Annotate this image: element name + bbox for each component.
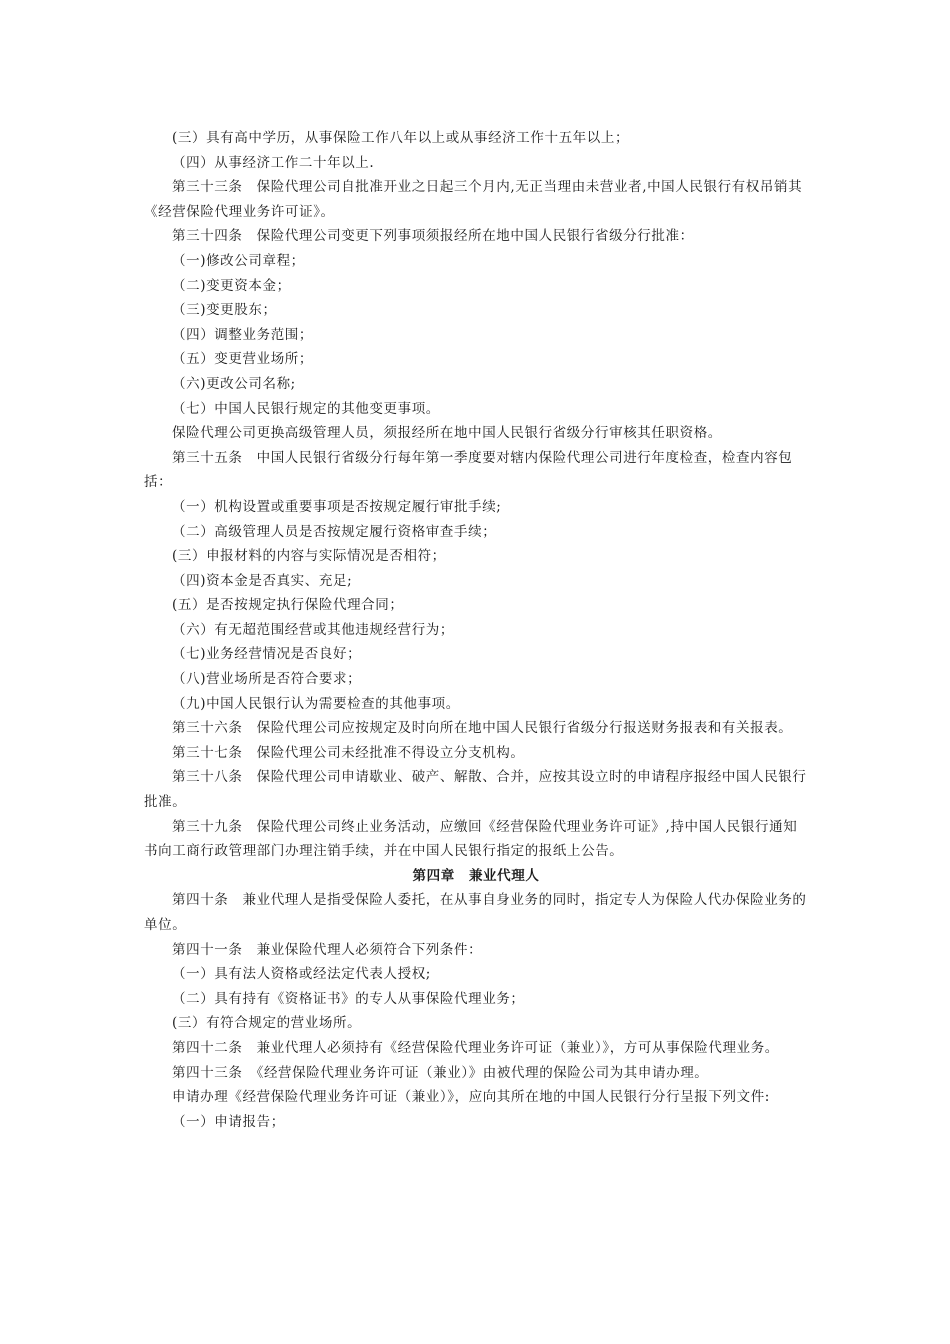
list-item: （四）调整业务范围； [172, 326, 313, 343]
paragraph: 第四十二条 兼业代理人必须持有《经营保险代理业务许可证（兼业）》，方可从事保险代理业务。 [172, 1039, 779, 1056]
list-item: （一）具有法人资格或经法定代表人授权; [172, 966, 431, 983]
paragraph: 第三十五条 中国人民银行省级分行每年第一季度要对辖内保险代理公司进行年度检查，检查内容包括： [144, 449, 793, 491]
paragraph: 第三十八条 保险代理公司申请歇业、破产、解散、合并，应按其设立时的申请程序报经中国人民银行批准。 [144, 769, 807, 811]
list-item: （六)更改公司名称; [172, 375, 296, 392]
paragraph: 申请办理《经营保险代理业务许可证（兼业）》，应向其所在地的中国人民银行分行呈报下列文件: [172, 1089, 770, 1106]
list-item: （八)营业场所是否符合要求； [172, 671, 362, 688]
paragraph: 保险代理公司更换高级管理人员，须报经所在地中国人民银行省级分行审核其任职资格。 [172, 425, 722, 442]
list-item: （二)变更资本金； [172, 277, 291, 294]
paragraph: 第三十六条 保险代理公司应按规定及时向所在地中国人民银行省级分行报送财务报表和有关报表。 [172, 720, 793, 737]
paragraph: 第三十九条 保险代理公司终止业务活动，应缴回《经营保险代理业务许可证》,持中国人民银行通知书向工商行政管理部门办理注销手续，并在中国人民银行指定的报纸上公告。 [144, 818, 798, 860]
list-item: （二）高级管理人员是否按规定履行资格审查手续； [172, 523, 497, 540]
document-page [144, 126, 808, 1134]
list-item: （六）有无超范围经营或其他违规经营行为； [172, 621, 454, 638]
list-item: (五）是否按规定执行保险代理合同； [172, 597, 404, 614]
list-item: (三）申报材料的内容与实际情况是否相符； [172, 548, 446, 565]
list-item: （四)资本金是否真实、充足; [172, 572, 353, 589]
list-item: （一)修改公司章程； [172, 252, 305, 269]
list-item: （二）具有持有《资格证书》的专人从事保险代理业务； [172, 990, 525, 1007]
list-item: （五）变更营业场所； [172, 351, 313, 368]
paragraph: 第四十条 兼业代理人是指受保险人委托，在从事自身业务的同时，指定专人为保险人代办保险业务的单位。 [144, 892, 807, 933]
paragraph: （四）从事经济工作二十年以上. [172, 154, 375, 171]
chapter-title: 第四章 兼业代理人 [412, 867, 540, 884]
paragraph: 第四十三条 《经营保险代理业务许可证（兼业）》由被代理的保险公司为其申请办理。 [172, 1064, 709, 1081]
list-item: （一）机构设置或重要事项是否按规定履行审批手续; [172, 498, 502, 515]
paragraph: 第四十一条 兼业保险代理人必须符合下列条件： [172, 941, 483, 958]
list-item: （九)中国人民银行认为需要检查的其他事项。 [172, 695, 460, 712]
paragraph: 第三十三条 保险代理公司自批准开业之日起三个月内,无正当理由未营业者,中国人民银行有权吊销其《经营保险代理业务许可证》。 [144, 179, 803, 220]
list-item: (三）有符合规定的营业场所。 [172, 1015, 362, 1032]
list-item: （七）中国人民银行规定的其他变更事项。 [172, 400, 440, 417]
paragraph: 第三十七条 保险代理公司未经批准不得设立分支机构。 [172, 744, 525, 761]
paragraph: 第三十四条 保险代理公司变更下列事项须报经所在地中国人民银行省级分行批准： [172, 228, 694, 245]
list-item: （一）申请报告； [172, 1113, 285, 1130]
paragraph: (三）具有高中学历，从事保险工作八年以上或从事经济工作十五年以上； [172, 130, 630, 146]
list-item: （三)变更股东； [172, 302, 277, 319]
list-item: （七)业务经营情况是否良好； [172, 646, 362, 663]
